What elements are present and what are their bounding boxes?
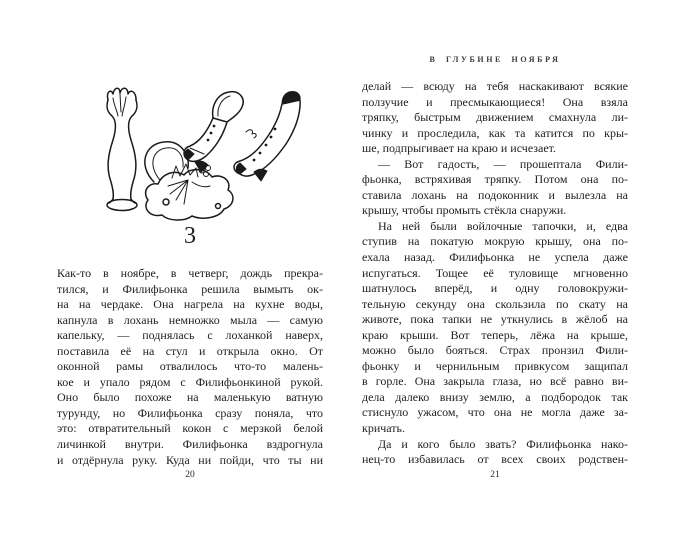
- text-line: фьонка, встряхивая тряпку. Потом она по-: [362, 172, 628, 187]
- vase-bag-boots-illustration: [80, 82, 330, 222]
- text-line: краю крыши. Вот теперь, лёжа на крыше,: [362, 327, 628, 342]
- text-line: Да и кого было звать? Филифьонка нако-: [378, 436, 628, 451]
- text-line: в горле. Она закрыла глаза, но всё равно ви-: [362, 374, 628, 389]
- text-line: Как-то в ноябре, в четверг, дождь прекра-: [57, 266, 323, 280]
- folded-boot-drawing: [184, 92, 243, 172]
- text-line: можно было бояться. Страх пронзил Фили-: [362, 343, 628, 358]
- text-line: — Вот гадость, — прошептала Фили-: [378, 156, 628, 171]
- text-line: фьонку и чернильным привкусом защипал: [362, 358, 628, 373]
- text-line: ехала назад. Филифьонка не успела даже: [362, 250, 628, 265]
- text-line: Оно было похоже на маленькую ватную: [57, 390, 323, 405]
- text-line: шатнулось вперёд, и одну головокружи-: [362, 281, 628, 296]
- left-page-text: [57, 266, 323, 468]
- text-line: делай — всюду на тебя наскакивают всякие: [362, 79, 628, 93]
- text-line: дела далеко внизу землю, а подбородок так: [362, 389, 628, 404]
- text-line: На ней были войлочные тапочки, и, едва: [378, 218, 628, 233]
- text-line: стиснуло ужасом, что она не могла даже за-: [362, 405, 628, 420]
- vase-drawing: [107, 88, 137, 210]
- text-line: кое и упало рядом с Филифьонкиной рукой.: [57, 374, 323, 389]
- text-line: тельную секунду она скользила по скату на: [362, 296, 628, 311]
- text-line: ступив на покатую мокрую крышу, она по-: [362, 234, 628, 249]
- text-line: ставила лохань на подоконник и вылезла на: [362, 187, 628, 202]
- right-page-number: 21: [490, 470, 500, 480]
- text-line: личинкой внутри. Филифьонка вздрогнула: [57, 437, 323, 452]
- text-line: и отдёрнула руку. Куда ни пойди, что ты ни: [57, 452, 323, 467]
- text-line: турунду, но Филифьонка сразу поняла, что: [57, 405, 323, 420]
- text-line: нец-то избавилась от всех своих родствен-: [362, 452, 628, 467]
- text-line: оконной рамы отвалилось что-то малень-: [57, 359, 323, 374]
- text-line: поставила её на стул и открыла окно. От: [57, 343, 323, 358]
- text-line: ползучие и пресмыкающиеся! Она взяла: [362, 94, 628, 109]
- chapter-number: 3: [184, 223, 196, 249]
- text-line: капельку, — поднялась с лоханкой наверх,: [57, 328, 323, 343]
- text-line: это: отвратительный кокон с мерзкой белой: [57, 421, 323, 436]
- text-line: кричать.: [362, 421, 406, 436]
- running-title: В ГЛУБИНЕ НОЯБРЯ: [429, 55, 561, 64]
- text-line: ше, подпрыгивает на краю и исчезает.: [362, 141, 557, 156]
- text-line: крышу, чтобы промыть стёкла снаружи.: [362, 203, 567, 218]
- text-line: на на чердаке. Она нагрела на кухне воды,: [57, 297, 323, 312]
- left-page-number: 20: [185, 470, 195, 480]
- text-line: чинку и проследила, как та катится по кры-: [362, 125, 628, 140]
- text-line: тился, и Филифьонка решила вымыть ок-: [57, 281, 323, 296]
- text-line: испугаться. Тощее её туловище мгновенно: [362, 265, 628, 280]
- text-line: капнула в лохань немножко мыла — самую: [57, 312, 323, 327]
- text-line: тряпку, быстрым движением смахнула ли-: [362, 110, 628, 125]
- text-line: животе, пока тапки не уткнулись в жёлоб на: [362, 312, 628, 327]
- buttoned-boot-drawing: [234, 91, 300, 181]
- right-page-text: [362, 79, 628, 468]
